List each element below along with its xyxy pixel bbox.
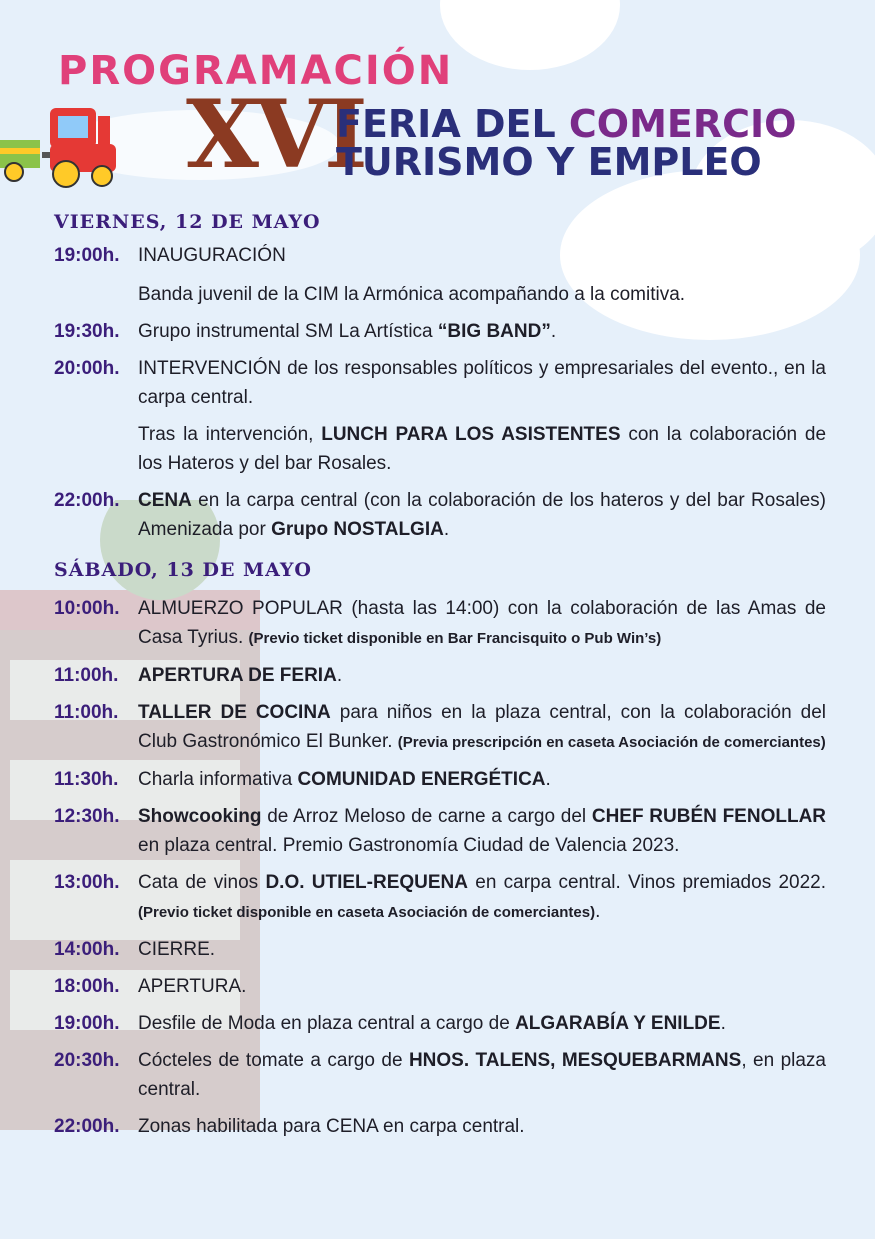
fair-title-line-2: TURISMO Y EMPLEO (336, 140, 762, 184)
fair-title-line-1 (336, 102, 797, 146)
entry-highlight: HNOS. TALENS, MESQUEBARMANS (408, 1050, 742, 1071)
entry-part: Cata de vinos (138, 872, 259, 893)
entry-part: Charla informativa (138, 769, 293, 790)
entry-highlight: Grupo NOSTALGIA (271, 519, 444, 540)
entry-highlight: LUNCH PARA LOS ASISTENTES (321, 424, 621, 445)
entry-text (138, 1046, 826, 1104)
schedule-entry (54, 354, 826, 412)
entry-part: , en plaza central. (138, 1050, 827, 1100)
entry-time: 20:00h. (54, 358, 120, 379)
saturday-schedule (54, 594, 826, 1141)
entry-text (138, 486, 826, 544)
entry-note: (Previo ticket disponible en Bar Francisquito o Pub Win’s) (248, 630, 662, 647)
entry-highlight: TALLER DE COCINA (138, 702, 331, 723)
entry-highlight: APERTURA DE FERIA (138, 665, 337, 686)
entry-time: 19:00h. (54, 1013, 120, 1034)
entry-highlight: CENA (138, 490, 192, 511)
schedule-entry (54, 241, 826, 270)
entry-detail-text (138, 420, 826, 478)
entry-title: Grupo instrumental SM La Artística (138, 321, 433, 342)
entry-highlight: “BIG BAND” (437, 321, 551, 342)
schedule-entry (54, 972, 826, 1001)
entry-detail: Banda juvenil de la CIM la Armónica acompañando a la comitiva. (138, 284, 686, 305)
fair-title-part-highlight: COMERCIO (568, 102, 797, 146)
entry-punct: . (443, 519, 450, 540)
entry-time: 10:00h. (54, 598, 120, 619)
entry-text: Zonas habilitada para CENA en carpa central. (138, 1116, 525, 1137)
cloud-decoration (440, 0, 620, 70)
page-title: PROGRAMACIÓN (58, 48, 454, 94)
entry-part: en la carpa central (con la colaboración de los hateros y del bar Rosales) Amenizada por (138, 490, 826, 540)
entry-time: 11:00h. (54, 665, 119, 686)
entry-time: 20:30h. (54, 1050, 120, 1071)
fair-title-part: FERIA DEL (336, 102, 556, 146)
schedule-entry (54, 486, 826, 544)
entry-time: 18:00h. (54, 976, 120, 997)
entry-time: 11:00h. (54, 702, 119, 723)
entry-punct: . (336, 665, 343, 686)
entry-part: Desfile de Moda en plaza central a cargo de (138, 1013, 510, 1034)
schedule-entry (54, 594, 826, 653)
schedule-entry (54, 1046, 826, 1104)
entry-highlight: ALGARABÍA Y ENILDE (515, 1013, 721, 1034)
edition-number: XVI (186, 80, 364, 190)
toy-train-icon (0, 100, 130, 190)
schedule-entry (54, 1009, 826, 1038)
entry-highlight: CHEF RUBÉN FENOLLAR (591, 806, 827, 827)
entry-time: 19:00h. (54, 245, 120, 266)
entry-text (138, 868, 826, 927)
entry-highlight: COMUNIDAD ENERGÉTICA (297, 769, 546, 790)
entry-text (138, 661, 826, 690)
entry-time: 12:30h. (54, 806, 120, 827)
entry-part: en plaza central. Premio Gastronomía Ciudad de Valencia 2023. (138, 835, 680, 856)
entry-text: APERTURA. (138, 976, 247, 997)
schedule-entry (54, 661, 826, 690)
friday-schedule (54, 241, 826, 544)
entry-text (138, 765, 826, 794)
schedule-entry (54, 1112, 826, 1141)
entry-time: 19:30h. (54, 321, 120, 342)
entry-time: 22:00h. (54, 1116, 120, 1137)
schedule-entry (54, 765, 826, 794)
entry-punct: . (720, 1013, 726, 1034)
entry-text (138, 1009, 826, 1038)
entry-text (138, 317, 826, 346)
day-heading-saturday: SÁBADO, 13 DE MAYO (54, 559, 312, 581)
entry-note: (Previa prescripción en caseta Asociación de comerciantes) (397, 734, 826, 751)
entry-time: 13:00h. (54, 872, 120, 893)
day-heading-friday: VIERNES, 12 DE MAYO (54, 211, 321, 233)
entry-text (138, 594, 826, 653)
entry-part: de Arroz Meloso de carne a cargo del (267, 806, 587, 827)
schedule-entry (54, 698, 826, 757)
entry-highlight: Showcooking (138, 806, 262, 827)
entry-punct: . (545, 769, 551, 790)
entry-time: 22:00h. (54, 490, 120, 511)
entry-text: INTERVENCIÓN de los responsables políticos y empresariales del evento., en la carpa central. (138, 358, 826, 408)
entry-text (138, 241, 826, 270)
entry-punct: . (595, 901, 601, 922)
entry-text: CIERRE. (138, 939, 216, 960)
schedule-entry (54, 317, 826, 346)
entry-detail (54, 420, 826, 478)
entry-punct: . (550, 321, 557, 342)
entry-part: ALMUERZO POPULAR (hasta las 14:00) con la colaboración de las Amas de Casa Tyrius. (138, 598, 826, 648)
entry-part: en carpa central. Vinos premiados 2022. (475, 872, 827, 893)
entry-part: para niños en la plaza central, con la colaboración del Club Gastronómico El Bunker. (138, 702, 827, 752)
entry-title: INAUGURACIÓN (138, 245, 286, 266)
schedule-entry (54, 935, 826, 964)
detail-part: Tras la intervención, (138, 424, 314, 445)
entry-text (138, 802, 826, 860)
detail-part: con la colaboración de los Hateros y del bar Rosales. (138, 424, 827, 474)
entry-highlight: D.O. UTIEL-REQUENA (265, 872, 468, 893)
entry-time: 14:00h. (54, 939, 120, 960)
schedule-entry (54, 802, 826, 860)
entry-part: Cócteles de tomate a cargo de (138, 1050, 403, 1071)
schedule-entry (54, 868, 826, 927)
entry-text (138, 698, 826, 757)
entry-note: (Previo ticket disponible en caseta Asociación de comerciantes) (138, 904, 596, 921)
entry-time: 11:30h. (54, 769, 119, 790)
